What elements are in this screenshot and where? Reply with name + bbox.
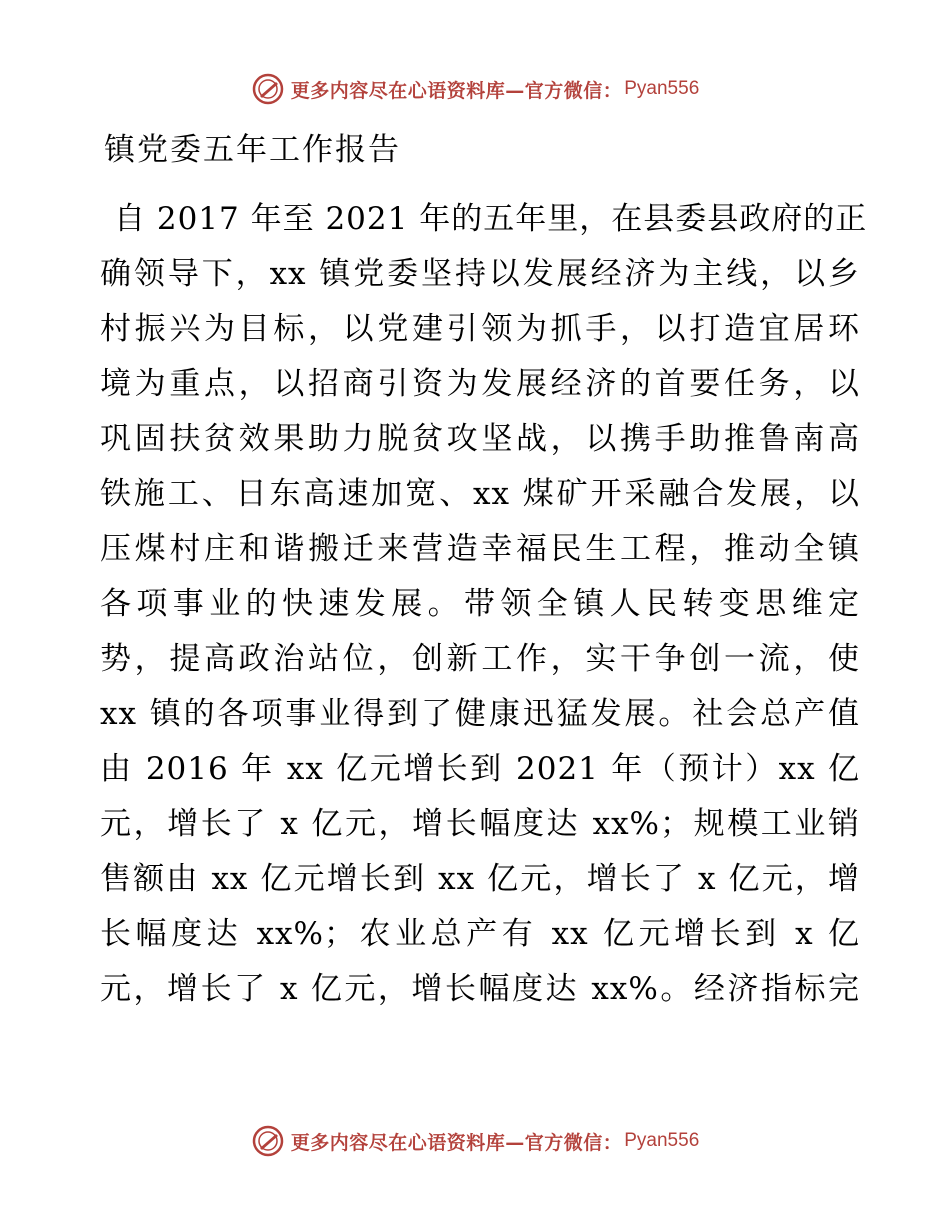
watermark-wechat-handle: Pyan556 (624, 78, 700, 99)
watermark-promo-text: 更多内容尽在心语资料库—官方微信： (290, 79, 623, 102)
body-line: 售额由 xx 亿元增长到 xx 亿元，增长了 x 亿元，增 (100, 861, 860, 897)
watermark-header (0, 72, 950, 106)
watermark-wechat-handle: Pyan556 (624, 1130, 700, 1151)
body-line: 由 2016 年 xx 亿元增长到 2021 年（预计）xx 亿 (100, 751, 860, 787)
body-line: 势，提高政治站位，创新工作，实干争创一流，使 (100, 641, 860, 677)
watermark-promo-text: 更多内容尽在心语资料库—官方微信： (290, 1131, 623, 1154)
body-line: 长幅度达 xx%；农业总产有 xx 亿元增长到 x 亿 (100, 916, 860, 952)
stamp-logo-icon (251, 1124, 285, 1158)
body-line: 巩固扶贫效果助力脱贫攻坚战，以携手助推鲁南高 (100, 421, 860, 457)
body-line: 确领导下，xx 镇党委坚持以发展经济为主线，以乡 (100, 256, 860, 292)
body-line: 压煤村庄和谐搬迁来营造幸福民生工程，推动全镇 (100, 531, 860, 567)
body-line: 自 2017 年至 2021 年的五年里，在县委县政府的正 (114, 201, 868, 237)
body-line: 各项事业的快速发展。带领全镇人民转变思维定 (100, 586, 860, 622)
watermark-footer (0, 1124, 950, 1158)
body-line: 境为重点，以招商引资为发展经济的首要任务，以 (100, 366, 860, 402)
body-line: 铁施工、日东高速加宽、xx 煤矿开采融合发展，以 (100, 476, 860, 512)
body-line: 元，增长了 x 亿元，增长幅度达 xx%；规模工业销 (100, 806, 860, 842)
document-body (100, 192, 868, 1017)
body-line: 村振兴为目标，以党建引领为抓手，以打造宜居环 (100, 311, 860, 347)
stamp-logo-icon (251, 72, 285, 106)
document-title: 镇党委五年工作报告 (104, 132, 401, 168)
body-line: 元，增长了 x 亿元，增长幅度达 xx%。经济指标完 (100, 971, 860, 1007)
body-line: xx 镇的各项事业得到了健康迅猛发展。社会总产值 (100, 696, 860, 732)
